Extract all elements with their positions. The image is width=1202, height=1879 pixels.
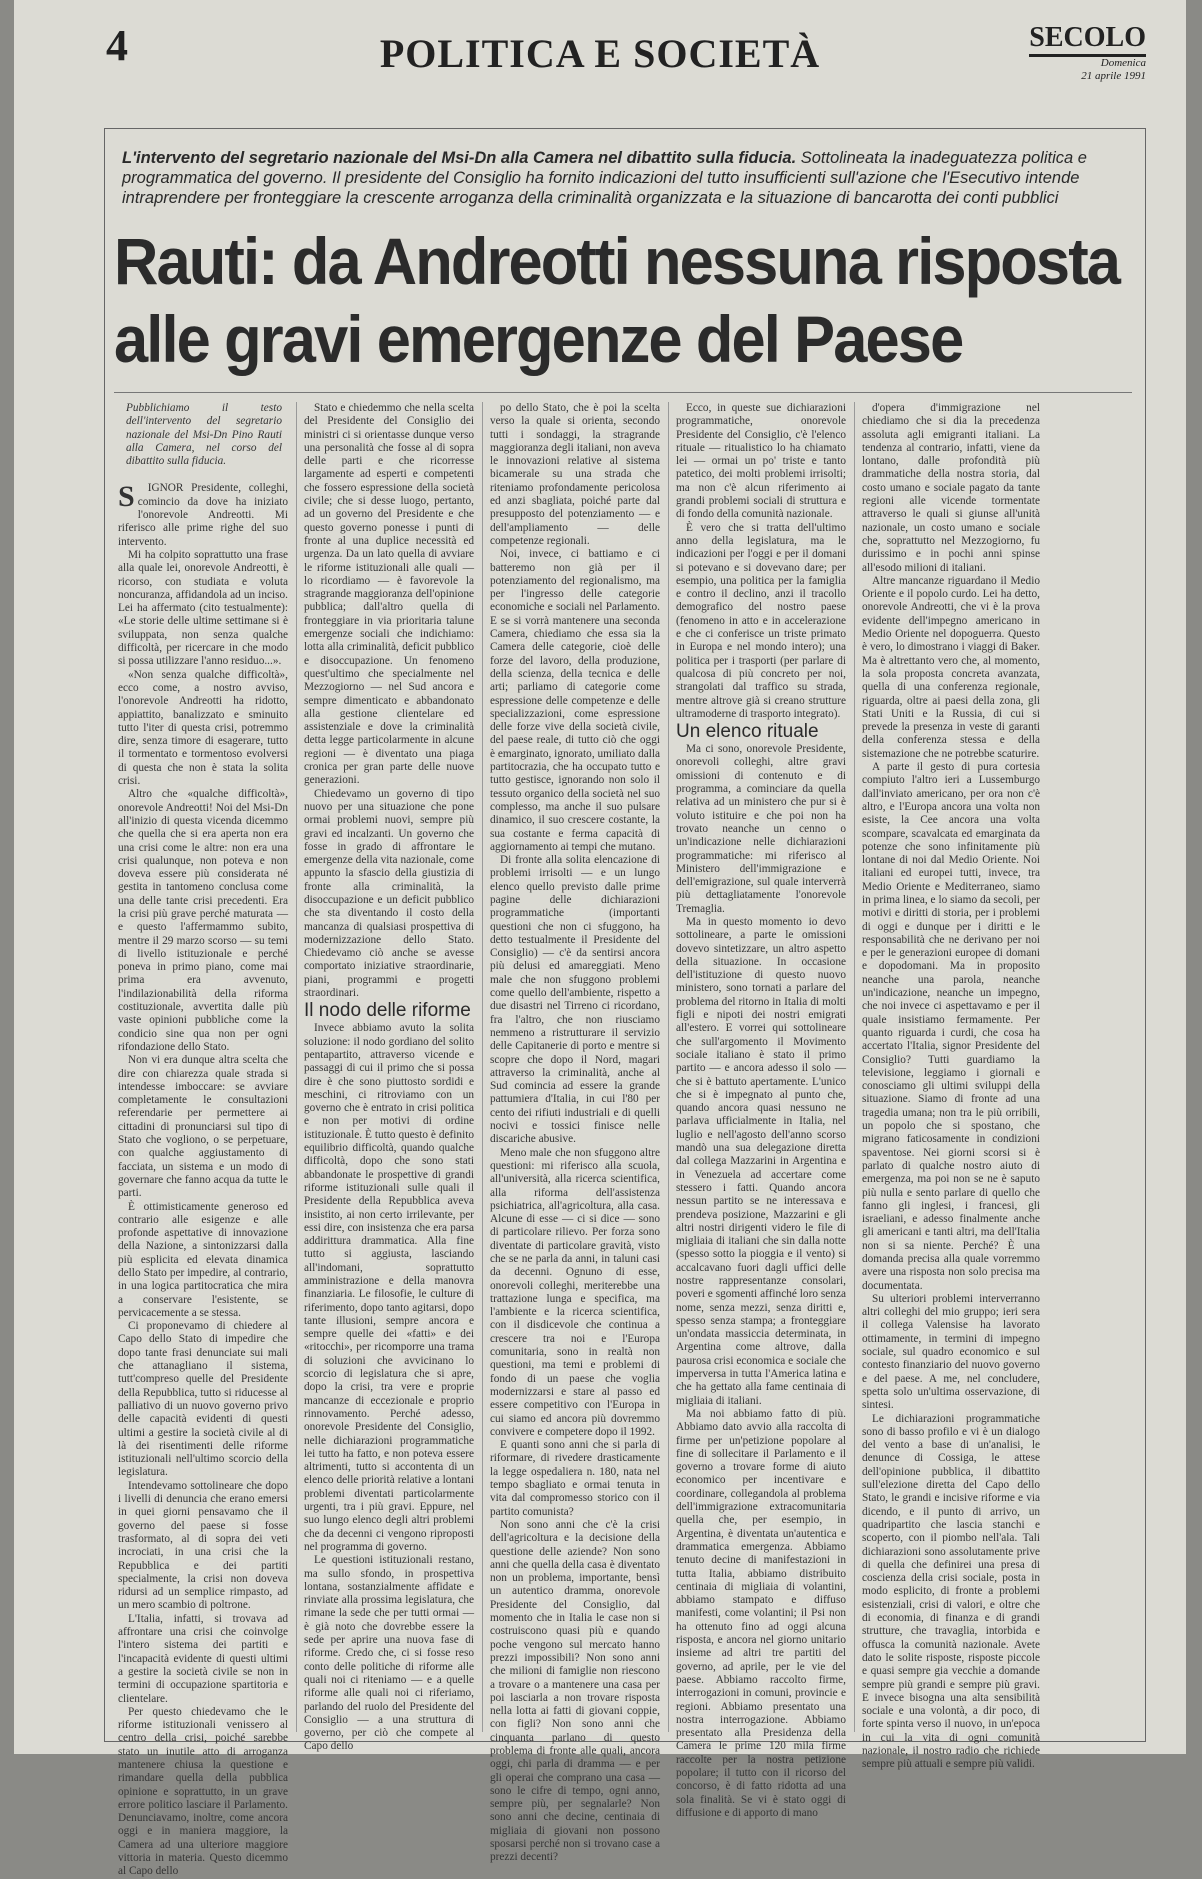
column-divider <box>668 402 669 1732</box>
drop-cap: S <box>118 480 135 514</box>
column-1-text <box>118 482 288 1878</box>
body-paragraph: È vero che si tratta dell'ultimo anno della legislatura, ma le indicazioni per l'oggi e per il domani si potevano e si dovevano dare; per esempio, una politica per la famiglia e contro il declino, anzi il tracollo demografico del nostro paese (fenomeno in atto e in accelerazione e che ci conferisce un triste primato in Europa e nel mondo intero); una politica per i trasporti (per parlare di qualcosa di più concreto per noi, strangolati dal traffico su strada, mentre altrove già si creano strutture ultramoderne di trasporto integrato). <box>676 521 846 720</box>
body-paragraph: Stato e chiedemmo che nella scelta del Presidente del Consiglio dei ministri ci si orientasse dunque verso una personalità che fosse al di sopra delle parti e che ricorresse largamente ad esperti e competenti che fossero espressione della società civile; che si desse luogo, pertanto, ad un governo del Presidente e che questo governo ponesse i punti di fronte al una duplice necessità ed urgenza. Da un lato quella di avviare le riforme istituzionali alle quali — lo ricordiamo — è favorevole la stragrande maggioranza dell'opinione pubblica; dall'altro quella di fronteggiare in via prioritaria talune emergenze sociali che indichiamo: lotta alla criminalità, deficit pubblico e disoccupazione. Un fenomeno quest'ultimo che specialmente nel Mezzogiorno — nel Sud ancora e sempre dimenticato e abbandonato alla gestione clientelare ed assistenziale e dove la criminalità detta legge particolarmente in alcune regioni — è diventato una piaga cronica per gran parte delle nuove generazioni. <box>304 402 474 787</box>
body-paragraph: Ci proponevamo di chiedere al Capo dello Stato di impedire che dopo tante frasi denunciate sui mali che attanagliano il sistema, tutt'compreso quelle del Presidente della Repubblica, tutto si riducesse al palliativo di un nuovo governo privo delle capacità evidenti di questi ultimi a gestire la società civile al di là dei risentimenti delle riforme istituzionali nell'ultimo scorcio della legislatura. <box>118 1320 288 1479</box>
newspaper-page <box>14 0 1186 1878</box>
column-divider <box>854 402 855 1732</box>
page-number: 4 <box>106 21 128 70</box>
body-paragraph: Non sono anni che c'è la crisi dell'agricoltura e la decisione della questione delle aziende? Non sono anni che quella della casa è diventato non un problema, importante, bensì un autentico dramma, onorevole Presidente del Consiglio, dal momento che in Italia le case non si costruiscono quasi più e quando poche vengono sul mercato hanno prezzi impossibili? Non sono anni che milioni di famiglie non riescono a trovare o a mantenere una casa per poi lasciarla a non trovare risposta nella lotta ai fatti di giovani coppie, con figli? Non sono anni che cinquanta parlano di questo problema di fronte alle quali, ancora oggi, chi parla di dramma — e per gli operai che comprano una casa — sono le cifre di tempo, ogni anno, sempre più, per segnalarle? Non sono anni che decine, centinaia di migliaia di giovani non possono sposarsi perché non si trovano case a prezzi decenti? <box>490 1518 660 1864</box>
article-body <box>118 402 1132 1878</box>
column-5 <box>862 402 1040 1771</box>
column-4-text <box>676 402 846 721</box>
body-paragraph: Intendevamo sottolineare che dopo i livelli di denuncia che erano emersi in quei giorni pensavamo che il governo del paese si fosse trasformato, al di sopra dei veti incrociati, in una crisi che la Repubblica e dei partiti specialmente, la crisi non doveva ridursi ad un semplice rimpasto, ad un mero scambio di poltrone. <box>118 1479 288 1612</box>
issue-date: 21 aprile 1991 <box>1081 70 1146 82</box>
column-3 <box>490 402 660 1864</box>
column-2-text <box>304 402 474 1000</box>
body-paragraph: Ecco, in queste sue dichiarazioni programmatiche, onorevole Presidente del Consiglio, c'è l'elenco rituale — ritualistico lo ha chiamato lei — ormai un po' triste e tanto patetico, dei molti problemi irrisolti; ma non c'è alcun riferimento ai grandi problemi sociali di struttura e di fondo della comunità nazionale. <box>676 402 846 521</box>
body-paragraph: Mi ha colpito soprattutto una frase alla quale lei, onorevole Andreotti, è ricorso, con studiata e voluta noncuranza, affidandola ad un inciso. Lei ha affermato (cito testualmente): «Le storie delle ultime settimane si è sviluppata, non senza qualche difficoltà, per ricercare in che modo si possa utilizzare l'anno residuo...». <box>118 548 288 668</box>
article-deck <box>122 148 1122 208</box>
body-paragraph: Non vi era dunque altra scelta che dire con chiarezza quale strada si intendesse imboccare: se avviare completamente le consultazioni referendarie per permettere ai cittadini di pronunciarsi sul tipo di Stato che vogliono, o se perpetuare, con qualche aggiustamento di facciata, un sistema e un modo di governare che fanno acqua da tutte le parti. <box>118 1054 288 1200</box>
body-paragraph: IGNOR Presidente, colleghi, comincio da dove ha iniziato l'onorevole Andreotti. Mi riferisco alle prime righe del suo intervento. <box>118 482 288 548</box>
body-paragraph: Noi, invece, ci battiamo e ci batteremo non già per il potenziamento del regionalismo, ma per l'ingresso delle categorie economiche e sociali nel Parlamento. E se si vorrà mantenere una seconda Camera, chiediamo che essa sia la Camera delle categorie, cioè delle forze del lavoro, della produzione, della scienza, della tecnica e delle arti; parliamo di categorie come espressione delle competenze e delle specializzazioni, come espressione delle forze vive della società civile, del paese reale, di tutto ciò che oggi è emarginato, ignorato, umiliato dalla partitocrazia, che ha occupato tutto e tutto gestisce, ignorando non solo il tessuto organico della società nel suo complesso, ma anche il suo pulsare dinamico, il suo crescere costante, la sua costante e ferma capacità di aggiornamento ai tempi che mutano. <box>490 548 660 853</box>
issue-date-day: Domenica <box>1100 57 1146 69</box>
newspaper-brand <box>1029 22 1146 83</box>
masthead <box>14 0 1186 90</box>
body-paragraph: L'Italia, infatti, si trovava ad affrontare una crisi che coinvolge l'intero sistema dei partiti e l'incapacità evidente di questi ultimi a gestire la società civile se non in termini di occupazione spartitoria e clientelare. <box>118 1612 288 1705</box>
body-paragraph: Di fronte alla solita elencazione di problemi irrisolti — e un lungo elenco quello previsto dalle prime pagine delle dichiarazioni programmatiche (importanti questioni che non ci sfuggono, ha detto testualmente il Presidente del Consiglio) — c'è da sentirsi ancora più delusi ed amareggiati. Meno male che non sfuggono problemi come quello dell'ambiente, rispetto a due disastri nel Tirreno ci ricordano, fra l'altro, che non riusciamo nemmeno a ristrutturare il servizio delle Capitanerie di porto e mentre si scopre che dopo il Nord, magari attraverso la criminalità, anche al Sud comincia ad essere la grande pattumiera d'Italia, in cui l'80 per cento dei rifiuti industriali e di quelli nocivi e tossici finisce nelle discariche abusive. <box>490 854 660 1146</box>
body-paragraph: Altro che «qualche difficoltà», onorevole Andreotti! Noi del Msi-Dn all'inizio di questa vicenda dicemmo che quella che si era aperta non era una crisi come le altre: non era una crisi qualunque, non poteva e non doveva essere più considerata né gestita in tantomeno conclusa come una delle tante crisi precedenti. Era la crisi più grave perché maturata — e questo l'affermammo subito, mentre il 29 marzo scorso — su temi di livello istituzionale e perché poneva in primo piano, come mai prima era avvenuto, l'indilazionabilità della riforma costituzionale, avvertita dalle più vaste opinioni pubbliche come la condicio sine qua non per ogni rifondazione dello Stato. <box>118 788 288 1053</box>
body-paragraph: Ma in questo momento io devo sottolineare, a parte le omissioni dovevo sintetizzare, un altro aspetto della situazione. In occasione dell'istituzione di questo nuovo ministero, sono tornati a parlare del problema del ritorno in Italia di molti figli e nipoti dei nostri emigrati all'estero. E vorrei qui sottolineare che sull'argomento il Movimento sociale italiano è stato il primo partito — e ancora adesso il solo — che si è battuto apertamente. L'unico che si è impegnato al punto che, quando ancora quasi nessuno ne parlava ufficialmente in Italia, nel luglio e nell'agosto dell'anno scorso mandò una sua delegazione diretta dal collega Mazzarini in Argentina e in Venezuela ad accertare come stessero i fatti. Quando ancora nessun partito se ne interessava e prendeva posizione, Mazzarini e gli altri nostri dirigenti videro le file di migliaia di italiani che sin dalla notte (spesso sotto la pioggia e il vento) si accalcavano fuori dagli uffici delle nostre rappresentanze consolari, poveri e sgomenti affinché loro senza nome, senza mezzi, senza diritti e, spesso senza stampa; a fronteggiare un'ondata massiccia determinata, in Argentina come altrove, dalla paurosa crisi economica e sociale che imperversa in tutta l'America latina e che ha gettato alla fame centinaia di migliaia di italiani. <box>676 915 846 1407</box>
section-title: POLITICA E SOCIETÀ <box>379 31 821 76</box>
column-divider <box>482 402 483 1732</box>
column-4 <box>676 402 846 1819</box>
body-paragraph: Invece abbiamo avuto la solita soluzione: il nodo gordiano del solito pentapartito, attraverso vicende e passaggi di cui il primo che si possa dire è che sono piuttosto sordidi e meschini, ci ritroviamo con un governo che è entrato in crisi politica e non per motivi di ordine istituzionale. È tutto questo è definito equilibrio difficoltà, quando qualche difficoltà, dopo che sono stati abbandonate le prospettive di grandi riforme istituzionali sulle quali il Presidente della Repubblica aveva insistito, ai non certo irrilevante, per essi dire, con insistenza che era parsa addirittura drammatica. Alla fine tutto si aggiusta, lasciando all'indomani, soprattutto amministrazione e della manovra finanziaria. Le filosofie, le culture di riferimento, dopo tanto agitarsi, dopo tante illusioni, sempre ancora e sempre quelle dei «fatti» e dei «ritocchi», per ricomporre una trama di soluzioni che avvicinano lo scorcio di legislatura che si apre, dopo la crisi, tra vere e proprie mancanze di eccezionale e proprio rinnovamento. Perché adesso, onorevole Presidente del Consiglio, nelle dichiarazioni programmatiche lei tutto ha fatto, e non poteva essere altrimenti, tutto si accontenta di un elenco delle priorità relative a lontani problemi diventati particolarmente urgenti, tra i più gravi. Eppure, nel suo lungo elenco degli altri problemi che da decenni ci vengono riproposti nel programma di governo. <box>304 1022 474 1553</box>
headline-rule <box>114 392 1132 393</box>
body-paragraph: Per questo chiedevamo che le riforme istituzionali venissero al centro della crisi, poiché sarebbe stato un inutile atto di arroganza mantenere chiusa la questione e rimandare quella della pubblica opinione e soprattutto, in un grave errore politico lasciare il Parlamento. Denunciavamo, inoltre, come ancora oggi e in maniera maggiore, la Camera ad una ulteriore maggiore vittoria in materia. Questo dicemmo al Capo dello <box>118 1705 288 1878</box>
column-2-text-b <box>304 1022 474 1753</box>
column-1 <box>118 402 288 1878</box>
subhead-riforme: Il nodo delle riforme <box>304 1000 471 1022</box>
body-paragraph: d'opera d'immigrazione nel chiediamo che si dia la precedenza assoluta agli emigranti italiani. La tendenza al contrario, infatti, viene da lontano, dalle profondità più drammatiche della nostra storia, dal costo umano e sociale pagato da tante regioni alle vicende tormentate attraverso le quali si giunse all'unità nazionale, un costo umano e sociale che, soprattutto nel Mezzogiorno, fu durissimo e in pochi anni spinse all'esodo milioni di italiani. <box>862 402 1040 574</box>
body-paragraph: E quanti sono anni che si parla di riformare, di rivedere drasticamente la legge ospedaliera n. 180, nata nel tempo sbagliato e ormai tenuta in vita dal compromesso storico con il partito comunista? <box>490 1439 660 1518</box>
body-paragraph: Ma noi abbiamo fatto di più. Abbiamo dato avvio alla raccolta di firme per un'petizione popolare al fine di sollecitare il Parlamento e il governo a trovare forme di aiuto economico per incentivare e coordinare, collegandola al problema dell'immigrazione extracomunitaria quella che, per esempio, in Argentina, è diventata un'autentica e drammatica emergenza. Abbiamo tenuto decine di manifestazioni in tutta Italia, abbiamo distribuito centinaia di migliaia di volantini, abbiamo stampato e diffuso manifesti, come volantini; il Psi non ha ottenuto fino ad oggi alcuna risposta, e ancora nel giorno unitario insieme ad altri tre partiti del governo, ad aprile, per le vie del paese. Abbiamo raccolto firme, interrogazioni in comuni, provincie e regioni. Abbiamo presentato una nostra interrogazione. Abbiamo presentato alla Presidenza della Camera le prime 120 mila firme raccolte per la nostra petizione popolare; il tutto con il ricorso del concorso, è di fatto ridotta ad una sola finalità. Se vi è stato oggi di diffusione e di apporto di mano <box>676 1407 846 1819</box>
body-paragraph: Le dichiarazioni programmatiche sono di basso profilo e vi è un dialogo del vento a base di un'analisi, le denunce di Cossiga, le attese dell'opinione pubblica, il dibattito sull'elezione diretta del Capo dello Stato, le grandi e incisive riforme e via dicendo, e il punto di arrivo, un quadripartito che lascia stanchi e scoperto, con il piombo nell'ala. Tali dichiarazioni sono assolutamente prive di quella che definirei una presa di coscienza della crisi sociale, posta in modo esplicito, di fronte a problemi esistenziali, crisi di valori, e oltre che di economia, di finanza e di grandi strutture, che travaglia, intorbida e offusca la comunità nazionale. Avete dato le solite risposte, risposte piccole e quasi sempre gia vecchie a domande sempre più grandi e sempre più gravi. E invece bisogna una alta sensibilità sociale e una volontà, a dir poco, di forte spinta verso il nuovo, in un'epoca in cui la vita di ogni comunità nazionale, il nostro radio che richiede sempre più attuali e sempre più validi. <box>862 1412 1040 1771</box>
body-paragraph: Su ulteriori problemi interverranno altri colleghi del mio gruppo; ieri sera il collega Valensise ha lavorato ottimamente, in termini di impegno sociale, sul quadro economico e sul contesto finanziario del nuovo governo e del paese. A me, nel concludere, spetta solo un'ultima osservazione, di sintesi. <box>862 1292 1040 1412</box>
body-paragraph: È ottimisticamente generoso ed contrario alle esigenze e alle profonde aspettative di innovazione della Nazione, a sintonizzarsi dalla più esplicita ed elevata dinamica dello Stato per impedire, al contrario, in una logica partitocratica che mira a conservare l'esistente, se pervicacemente a se stessa. <box>118 1200 288 1319</box>
headline-line-1: Rauti: da Andreotti nessuna risposta <box>114 224 1120 298</box>
deck-lead: L'intervento del segretario nazionale del Msi-Dn alla Camera nel dibattito sulla fiducia. <box>122 149 797 167</box>
body-paragraph: po dello Stato, che è poi la scelta verso la quale si orienta, secondo tutti i sondaggi, la stragrande maggioranza degli italiani, non aveva le innovazioni relative al sistema bicamerale su una strada che riteniamo profondamente pericolosa ed anzi sbagliata, poiché parte dal presupposto del potenziamento — e dell'ampliamento — delle competenze regionali. <box>490 402 660 547</box>
subhead-elenco-rituale: Un elenco rituale <box>676 721 819 743</box>
body-paragraph: Altre mancanze riguardano il Medio Oriente e il popolo curdo. Lei ha detto, onorevole Andreotti, che vi è la prova evidente dell'impegno americano in Medio Oriente nel dopoguerra. Questo è vero, lo dimostrano i viaggi di Baker. Ma è altrettanto vero che, al momento, la sola proposta concreta avanzata, quella di una conferenza regionale, riguarda, oltre ai paesi della zona, gli Stati Uniti e la Russia, di cui si prevede la presenza in veste di garanti della conferenza stessa e della sistemazione che ne potrebbe scaturire. <box>862 574 1040 760</box>
body-paragraph: Ma ci sono, onorevole Presidente, onorevoli colleghi, altre gravi omissioni di contenuto e di programma, a cominciare da quella relativa ad un ministero che pur si è voluto istituire e che poi non ha trovato neanche un cenno o un'indicazione nelle dichiarazioni programmatiche: mi riferisco al Ministero dell'immigrazione e dell'emigrazione, sul quale interverrà più dettagliatamente l'onorevole Tremaglia. <box>676 743 846 915</box>
article-headline <box>114 222 1120 378</box>
column-5-text <box>862 402 1040 1772</box>
column-divider <box>296 402 297 1732</box>
column-4-text-b <box>676 743 846 1820</box>
body-paragraph: A parte il gesto di pura cortesia compiuto l'altro ieri a Lussemburgo dall'inviato americano, per ora non c'è altro, e l'Europa ancora una volta non esiste, la Cee ancora una volta scompare, scavalcata ed emarginata da potenze che sono infinitamente più lontane di noi dal Medio Oriente. Noi italiani ed europei tutti, invece, tra Medio Oriente e Mediterraneo, siamo in prima linea, e lo siamo da secoli, per motivi e diritti di storia, per i problemi di oggi e dunque per i diritti e le responsabilità che ne derivano per noi e per le generazioni europee di domani e dopodomani. Ma in proposito neanche una parola, neanche un'indicazione, neanche un impegno, che noi invece ci aspettavamo e per il quale insistiamo fermamente. Per quanto riguarda i curdi, che cosa ha accertato l'Italia, signor Presidente del Consiglio? Tutti guardiamo la televisione, leggiamo i giornali e conosciamo gli ultimi sviluppi della situazione. Siamo di fronte ad una tragedia umana; non tra le più orribili, un popolo che si spostano, che migrano faticosamente in condizioni spaventose. Nei giorni scorsi si è parlato di qualche nostro aiuto di emergenza, ma poi non se ne è saputo più nulla e sento parlare di quello che fanno gli inglesi, i francesi, gli israeliani, e adesso finalmente anche gli americani e tanti altri, ma dell'Italia non si sa niente. Perché? È una domanda precisa alla quale vorremmo avere una risposta non solo precisa ma documentata. <box>862 761 1040 1292</box>
headline-line-2: alle gravi emergenze del Paese <box>114 302 963 376</box>
article-intro: Pubblichiamo il testo dell'intervento del segretario nazionale del Msi-Dn Pino Rauti alla Camera, nel corso del dibattito sulla fiducia. <box>126 402 282 468</box>
body-paragraph: Le questioni istituzionali restano, ma sullo sfondo, in prospettiva lontana, sostanzialmente affidate e rinviate alla prossima legislatura, che rimane la sede che per tutti ormai — è già noto che dovrebbe essere la sede per aprire una nuova fase di riforme. Credo che, ci si fosse reso conto delle politiche di riforme alle quali noi ci riteniamo — e a quelle riforme alle quali noi ci riferiamo, parlando del ruolo del Presidente del Consiglio — a una struttura di governo, per ciò che compete al Capo dello <box>304 1554 474 1753</box>
brand-logo: SECOLO <box>1029 22 1146 57</box>
body-paragraph: Chiedevamo un governo di tipo nuovo per una situazione che pone ormai problemi nuovi, sempre più gravi ed incalzanti. Un governo che fosse in grado di affrontare le emergenze della vita nazionale, come appunto la sfascio della giustizia di fronte alla criminalità, la disoccupazione e un deficit pubblico che sta diventando il costo della mancanza di qualsiasi prospettiva di modernizzazione dello Stato. Chiedevamo ciò anche se avesse comportato iniziative straordinarie, piani, programmi e progetti straordinari. <box>304 787 474 1000</box>
column-2 <box>304 402 474 1753</box>
column-3-text <box>490 402 660 1865</box>
body-paragraph: Meno male che non sfuggono altre questioni: mi riferisco alla scuola, all'università, alla ricerca scientifica, alla riforma dell'assistenza psichiatrica, all'agricoltura, alla casa. Alcune di esse — ci si dice — sono di particolare rilievo. Per forza sono diventate di particolare gravità, visto che se ne parla da anni, in taluni casi da decenni. Ognuno di esse, onorevoli colleghi, meriterebbe una trattazione lunga e specifica, ma l'ambiente e la ricerca scientifica, con il disdicevole che continua a crescere tra noi e l'Europa comunitaria, sono in realtà non questioni, ma temi e problemi di fondo di un paese che voglia modernizzarsi e stare al passo ed essere competitivo con l'Europa in cui siamo ed ancora più dovremmo convivere e competere dopo il 1992. <box>490 1146 660 1438</box>
deck-text: Sottolineata la inadeguatezza politica e programmatica del governo. Il presidente del Consiglio ha fornito indicazioni del tutto insufficienti sull'azione che l'Esecutivo intende intraprendere per fronteggiare la crescente arroganza della criminalità organizzata e la situazione di bancarotta dei conti pubblici <box>122 149 1087 207</box>
body-paragraph: «Non senza qualche difficoltà», ecco come, a nostro avviso, l'onorevole Andreotti ha ridotto, appiattito, banalizzato e sminuito tutto l'iter di questa crisi, potremmo dire, senza timore di esagerare, tutto il tormentato e tormentoso evolversi di questa che non è stata la solita crisi. <box>118 668 288 788</box>
